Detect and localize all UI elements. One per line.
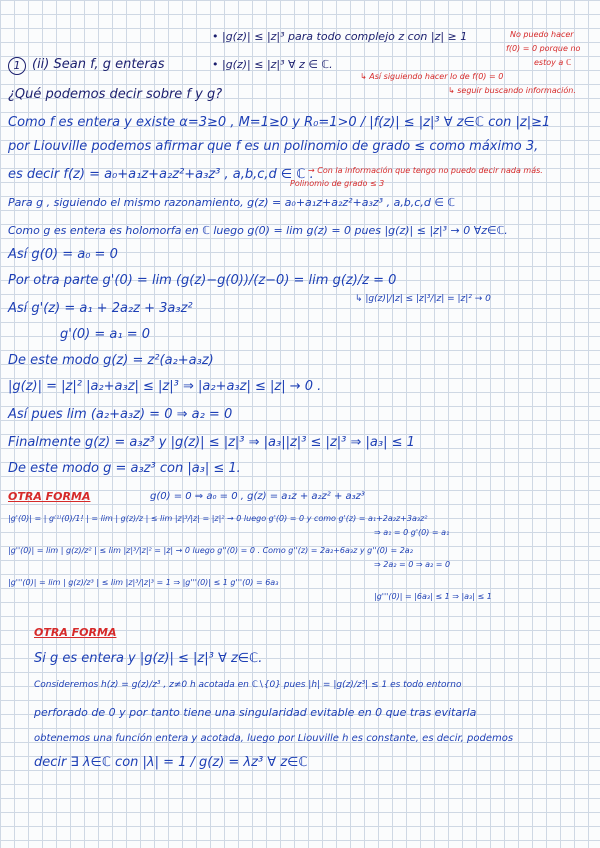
question-number: 1 bbox=[8, 57, 26, 75]
note-arrow-2: ↳ seguir buscando información. bbox=[448, 86, 576, 95]
note-top-1: No puedo hacer bbox=[510, 30, 574, 39]
sec1-line-9: g'(0) = a₁ = 0 bbox=[60, 327, 151, 342]
sec2-row-2: |g''(0)| = lim | g(z)/z² | ≤ lim |z|³/|z|² = |z| → 0 luego g''(0) = 0 . Como g''(z) = 2a₂+6a₃z y g''(0) = 2a₂ bbox=[8, 546, 413, 555]
sec3-line-5: decir ∃ λ∈ℂ con |λ| = 1 / g(z) = λz³ ∀ z∈ℂ bbox=[34, 755, 308, 770]
note-top-2: f(0) = 0 porque no bbox=[506, 44, 581, 53]
hypothesis-g: • |g(z)| ≤ |z|³ ∀ z ∈ ℂ. bbox=[212, 58, 333, 71]
sec1-line-5: Como g es entera es holomorfa en ℂ luego g(0) = lim g(z) = 0 pues |g(z)| ≤ |z|³ → 0 ∀z∈ℂ. bbox=[8, 224, 508, 237]
sec2-line-0: g(0) = 0 ⇒ a₀ = 0 , g(z) = a₁z + a₂z² + a₃z³ bbox=[150, 491, 365, 502]
sec1-line-14: De este modo g = a₃z³ con |a₃| ≤ 1. bbox=[8, 461, 241, 476]
sec3-title: OTRA FORMA bbox=[34, 626, 117, 639]
sec2-row-2b: ⇒ 2a₂ = 0 ⇒ a₂ = 0 bbox=[374, 560, 451, 569]
sec1-red-subnote: Polinomio de grado ≤ 3 bbox=[290, 179, 385, 188]
sec1-line-10: De este modo g(z) = z²(a₂+a₃z) bbox=[8, 353, 214, 368]
sec1-red-note: → Con la información que tengo no puedo decir nada más. bbox=[308, 166, 543, 175]
sec2-row-1b: ⇒ a₁ = 0 g'(0) = a₁ bbox=[374, 528, 450, 537]
sec3-line-1: Si g es entera y |g(z)| ≤ |z|³ ∀ z∈ℂ. bbox=[34, 651, 263, 666]
sec1-line-12: Así pues lim (a₂+a₃z) = 0 ⇒ a₂ = 0 bbox=[8, 407, 233, 422]
sec1-line-6: Así g(0) = a₀ = 0 bbox=[8, 247, 118, 262]
sec1-line-13: Finalmente g(z) = a₃z³ y |g(z)| ≤ |z|³ ⇒ |a₃||z|³ ≤ |z|³ ⇒ |a₃| ≤ 1 bbox=[8, 435, 415, 450]
question-text: ¿Qué podemos decir sobre f y g? bbox=[8, 87, 223, 102]
sec2-title: OTRA FORMA bbox=[8, 490, 91, 503]
sec1-line-2: por Liouville podemos afirmar que f es un polinomio de grado ≤ como máximo 3, bbox=[8, 139, 539, 154]
sec3-line-3: perforado de 0 y por tanto tiene una singularidad evitable en 0 que tras evitarla bbox=[34, 706, 477, 719]
sec1-line-8: Así g'(z) = a₁ + 2a₂z + 3a₃z² bbox=[8, 301, 193, 316]
sec3-line-2: Consideremos h(z) = g(z)/z³ , z≠0 h acotada en ℂ∖{0} pues |h| = |g(z)/z³| ≤ 1 es todo entorno bbox=[34, 680, 462, 690]
note-arrow: ↳ Así siguiendo hacer lo de f(0) = 0 bbox=[360, 72, 504, 81]
hypothesis-f: • |g(z)| ≤ |z|³ para todo complejo z con |z| ≥ 1 bbox=[212, 30, 468, 43]
sec2-row-3: |g'''(0)| = lim | g(z)/z³ | ≤ lim |z|³/|z|³ = 1 ⇒ |g'''(0)| ≤ 1 g'''(0) = 6a₃ bbox=[8, 578, 279, 587]
sec1-line-4: Para g , siguiendo el mismo razonamiento, g(z) = a₀+a₁z+a₂z²+a₃z³ , a,b,c,d ∈ ℂ bbox=[8, 196, 456, 209]
question-intro: (ii) Sean f, g enteras bbox=[32, 57, 165, 72]
sec1-line-11: |g(z)| = |z|² |a₂+a₃z| ≤ |z|³ ⇒ |a₂+a₃z| ≤ |z| → 0 . bbox=[8, 379, 322, 394]
sec2-row-1: |g'(0)| = | g⁽¹⁾(0)/1! | = lim | g(z)/z | ≤ lim |z|³/|z| = |z|² → 0 luego g'(0) = 0 y como g'(z) = a₁+2a₂z+3a₃z² bbox=[8, 514, 428, 523]
sec1-small-arrow: ↳ |g(z)|/|z| ≤ |z|³/|z| = |z|² → 0 bbox=[355, 294, 491, 304]
sec1-line-1: Como f es entera y existe α=3≥0 , M=1≥0 y R₀=1>0 / |f(z)| ≤ |z|³ ∀ z∈ℂ con |z|≥1 bbox=[8, 115, 551, 130]
note-top-3: estoy a ℂ bbox=[534, 58, 572, 67]
sec1-line-3: es decir f(z) = a₀+a₁z+a₂z²+a₃z³ , a,b,c,d ∈ ℂ . bbox=[8, 167, 314, 182]
sec2-row-3b: |g'''(0)| = |6a₃| ≤ 1 ⇒ |a₃| ≤ 1 bbox=[374, 592, 492, 601]
sec3-line-4: obtenemos una función entera y acotada, luego por Liouville h es constante, es decir, podemos bbox=[34, 733, 514, 744]
sec1-line-7: Por otra parte g'(0) = lim (g(z)−g(0))/(z−0) = lim g(z)/z = 0 bbox=[8, 273, 397, 288]
